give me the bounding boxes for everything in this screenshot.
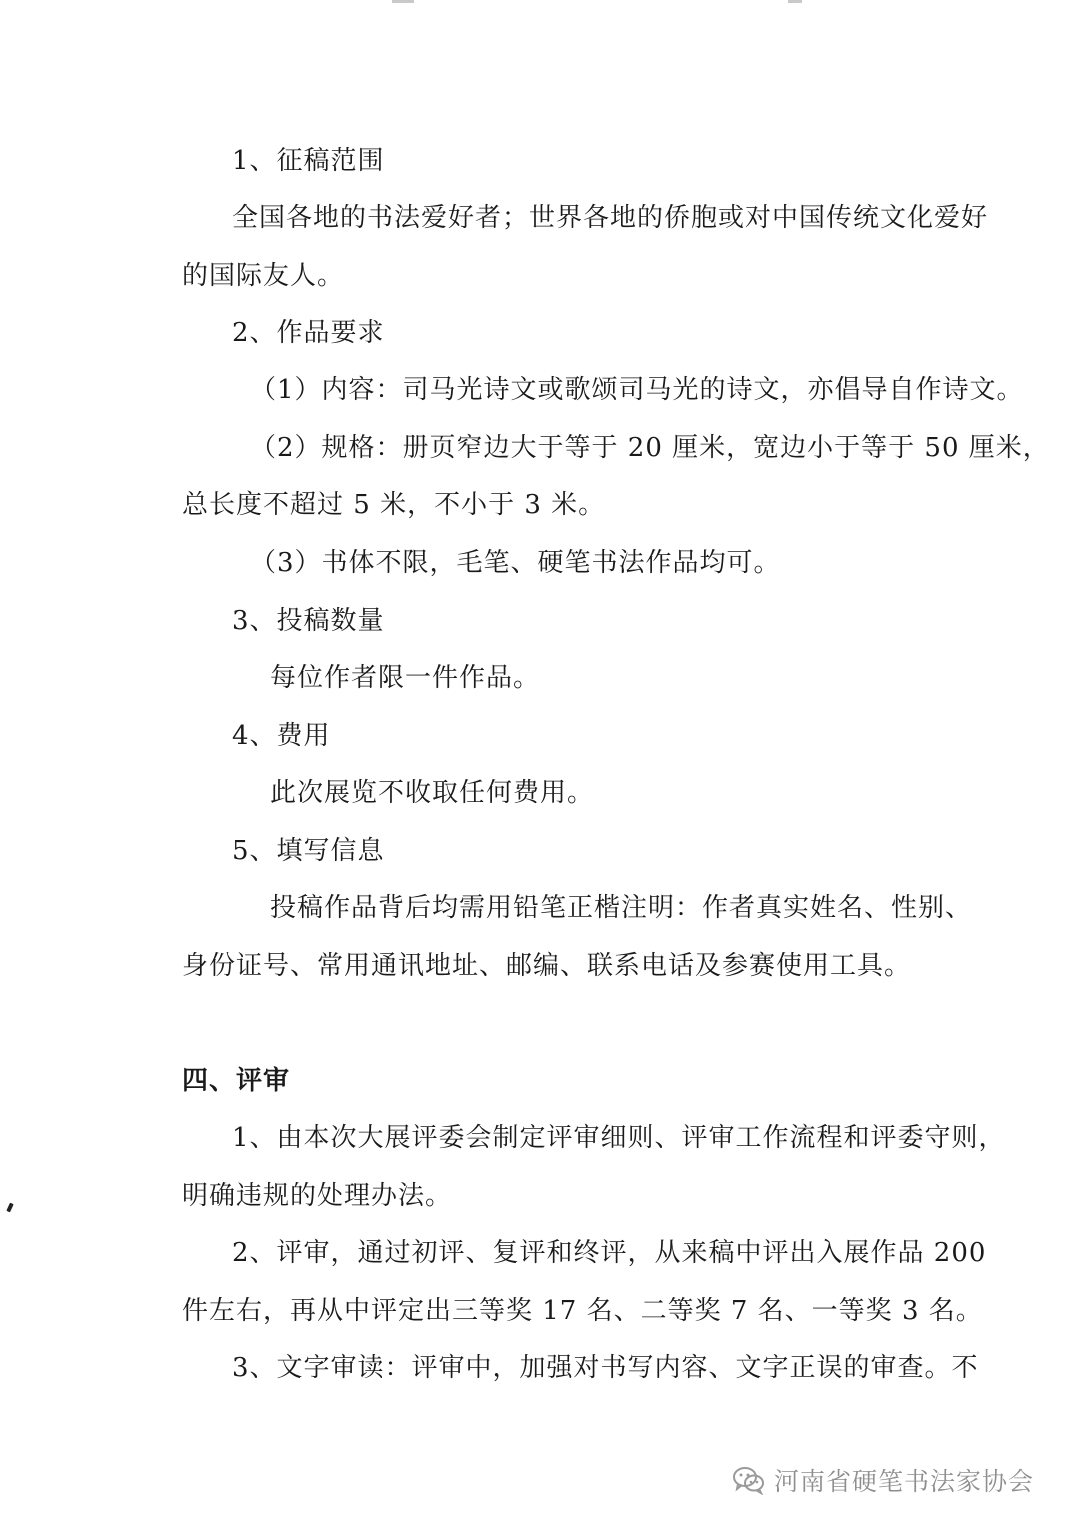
scan-mark [788, 0, 802, 3]
section-heading-fill-info: 5、填写信息 [232, 836, 385, 866]
wechat-icon [732, 1465, 766, 1495]
scan-mark [392, 0, 414, 3]
paragraph-line: 总长度不超过 5 米，不小于 3 米。 [182, 490, 606, 520]
paragraph-line: 3、文字审读：评审中，加强对书写内容、文字正误的审查。不 [232, 1353, 979, 1383]
paragraph-line: 明确违规的处理办法。 [182, 1181, 453, 1211]
section-heading-work-requirements: 2、作品要求 [232, 318, 385, 348]
chapter-heading-review: 四、评审 [182, 1066, 291, 1096]
paragraph-line: 全国各地的书法爱好者；世界各地的侨胞或对中国传统文化爱好 [232, 203, 989, 233]
paragraph-line: 投稿作品背后均需用铅笔正楷注明：作者真实姓名、性别、 [270, 893, 973, 923]
paragraph-line: 件左右，再从中评定出三等奖 17 名、二等奖 7 名、一等奖 3 名。 [182, 1296, 983, 1326]
watermark-text: 河南省硬笔书法家协会 [774, 1467, 1035, 1496]
paragraph-line: 的国际友人。 [182, 261, 345, 291]
watermark [732, 1460, 1034, 1500]
requirement-item: （3）书体不限，毛笔、硬笔书法作品均可。 [250, 548, 781, 578]
paragraph-line: 每位作者限一件作品。 [270, 663, 541, 693]
section-heading-fees: 4、费用 [232, 721, 331, 751]
paragraph-line: 1、由本次大展评委会制定评审细则、评审工作流程和评委守则， [232, 1123, 1006, 1153]
paragraph-line: 2、评审，通过初评、复评和终评，从来稿中评出入展作品 200 [232, 1238, 987, 1268]
requirement-item: （2）规格：册页窄边大于等于 20 厘米，宽边小于等于 50 厘米， [250, 433, 1050, 463]
paragraph-line: 身份证号、常用通讯地址、邮编、联系电话及参赛使用工具。 [182, 951, 912, 981]
requirement-item: （1）内容：司马光诗文或歌颂司马光的诗文，亦倡导自作诗文。 [250, 375, 1024, 405]
paragraph-line: 此次展览不收取任何费用。 [270, 778, 595, 808]
stray-ink-mark [6, 1203, 13, 1213]
section-heading-submission-scope: 1、征稿范围 [232, 146, 385, 176]
section-heading-submission-quantity: 3、投稿数量 [232, 606, 385, 636]
